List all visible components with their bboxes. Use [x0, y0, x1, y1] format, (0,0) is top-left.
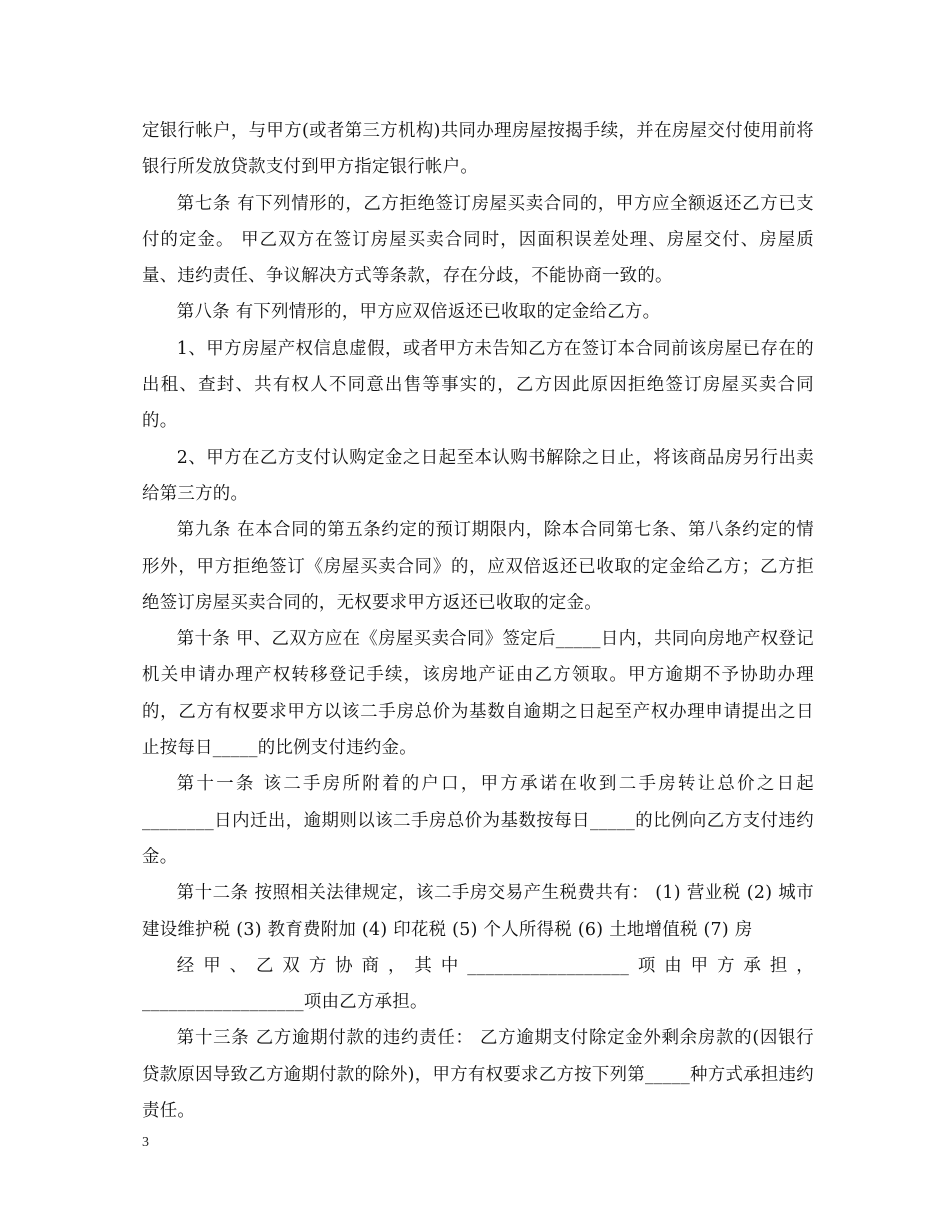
paragraph-article-12: 第十二条 按照相关法律规定，该二手房交易产生税费共有： (1) 营业税 (2) 城市建设维护税 (3) 教育费附加 (4) 印花税 (5) 个人所得税 (6) 土地增值税 (7) 房 [142, 883, 814, 940]
paragraph-article-8-item-1: 1、甲方房屋产权信息虚假，或者甲方未告知乙方在签订本合同前该房屋已存在的出租、查封、共有权人不同意出售等事实的，乙方因此原因拒绝签订房屋买卖合同的。 [142, 338, 814, 432]
paragraph-article-7: 第七条 有下列情形的，乙方拒绝签订房屋买卖合同的，甲方应全额返还乙方已支付的定金。 甲乙双方在签订房屋买卖合同时，因面积误差处理、房屋交付、房屋质量、违约责任、争议解决方式等条款，存在分歧，不能协商一致的。 [142, 193, 814, 287]
paragraph-article-8: 第八条 有下列情形的，甲方应双倍返还已收取的定金给乙方。 [176, 302, 661, 323]
document-body [142, 113, 814, 1129]
paragraph-article-10: 第十条 甲、乙双方应在《房屋买卖合同》签定后_____日内，共同向房地产权登记机关申请办理产权转移登记手续，该房地产证由乙方领取。甲方逾期不予协助办理的，乙方有权要求甲方以该二手房总价为基数自逾期之日起至产权办理申请提出之日止按每日_____的比例支付违约金。 [142, 629, 814, 759]
paragraph-continuation: 定银行帐户，与甲方(或者第三方机构)共同办理房屋按揭手续，并在房屋交付使用前将银行所发放贷款支付到甲方指定银行帐户。 [142, 121, 814, 178]
paragraph-article-8-item-2: 2、甲方在乙方支付认购定金之日起至本认购书解除之日止，将该商品房另行出卖给第三方的。 [142, 447, 814, 504]
page-number: 3 [142, 1135, 149, 1150]
paragraph-article-11: 第十一条 该二手房所附着的户口，甲方承诺在收到二手房转让总价之日起________日内迁出，逾期则以该二手房总价为基数按每日_____的比例向乙方支付违约金。 [142, 774, 814, 867]
paragraph-article-9: 第九条 在本合同的第五条约定的预订期限内，除本合同第七条、第八条约定的情形外，甲方拒绝签订《房屋买卖合同》的，应双倍返还已收取的定金给乙方；乙方拒绝签订房屋买卖合同的，无权要求甲方返还已收取的定金。 [142, 520, 814, 613]
paragraph-tax-allocation: 经甲、乙双方协商，其中__________________项由甲方承担，__________________项由乙方承担。 [142, 955, 814, 1013]
paragraph-article-13: 第十三条 乙方逾期付款的违约责任： 乙方逾期支付除定金外剩余房款的(因银行贷款原因导致乙方逾期付款的除外)，甲方有权要求乙方按下列第_____种方式承担违约责任。 [142, 1028, 814, 1122]
